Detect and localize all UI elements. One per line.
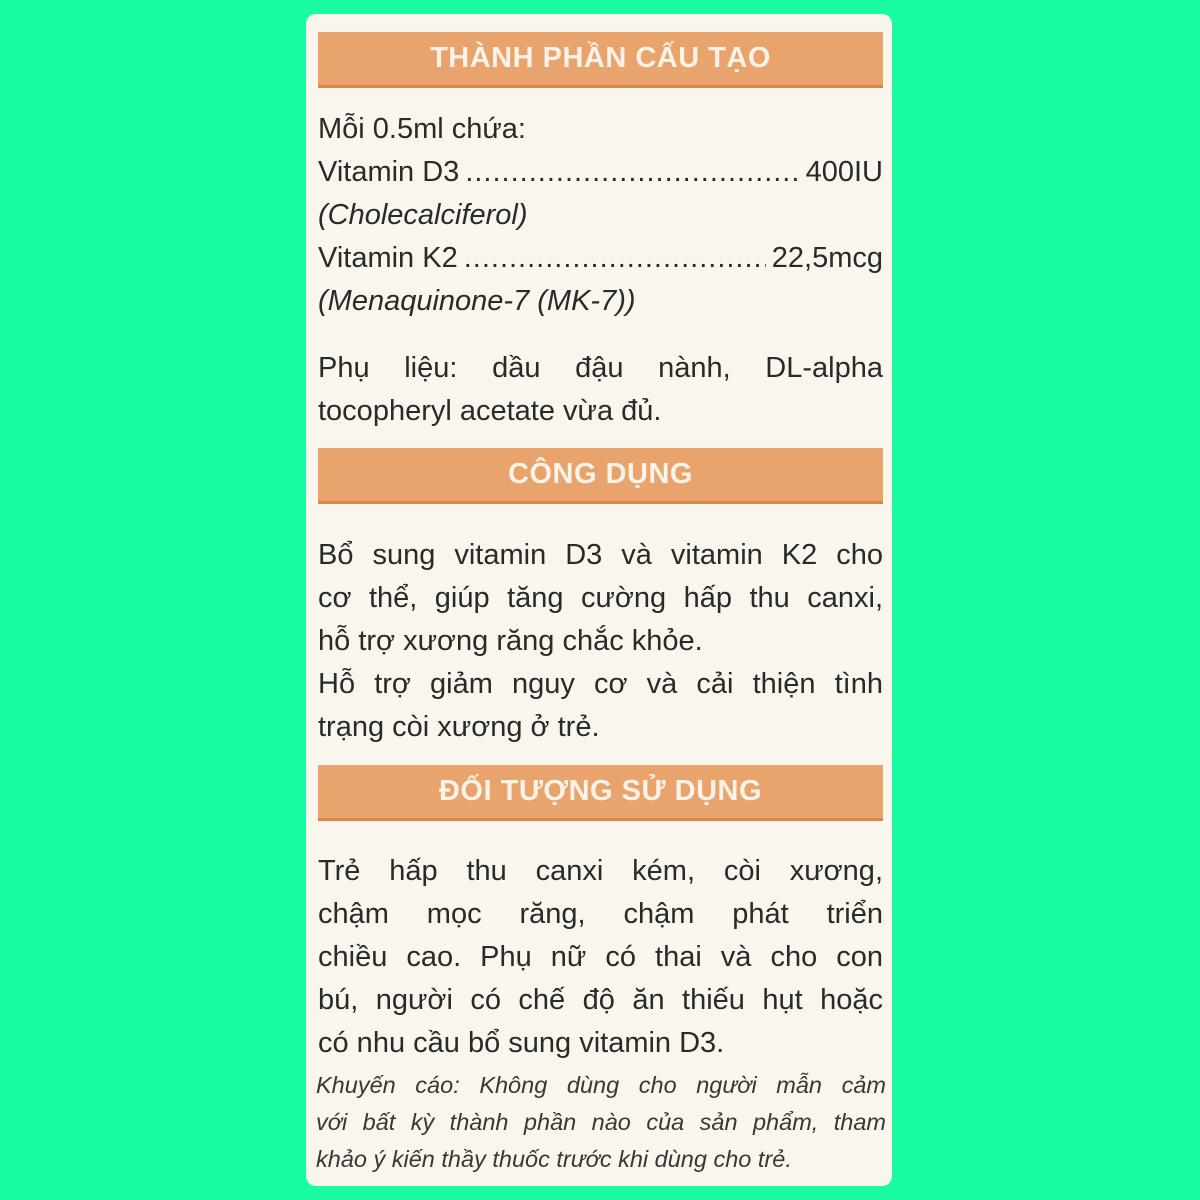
ingredient-note: (Menaquinone-7 (MK-7)): [318, 285, 636, 317]
ingredients-intro: Mỗi 0.5ml chứa:: [318, 113, 526, 145]
text-line: bú, người có chế độ ăn thiếu hụt hoặc: [318, 984, 883, 1016]
ingredient-name: Vitamin K2: [318, 242, 458, 274]
target-text: [318, 850, 883, 1065]
warning-line: Khuyến cáo: Không dùng cho người mẫn cảm: [316, 1072, 886, 1098]
warning-text: [316, 1067, 886, 1178]
section-header-target: [318, 765, 883, 821]
text-line: chiều cao. Phụ nữ có thai và cho con: [318, 941, 883, 973]
warning-line: với bất kỳ thành phần nào của sản phẩm, tham: [316, 1109, 886, 1135]
text-line: tocopheryl acetate vừa đủ.: [318, 395, 662, 427]
dot-leader: [464, 237, 766, 280]
section-title: THÀNH PHẦN CẤU TẠO: [430, 42, 771, 74]
text-line: Phụ liệu: dầu đậu nành, DL-alpha: [318, 352, 883, 384]
ingredient-row: [318, 151, 883, 194]
text-line: trạng còi xương ở trẻ.: [318, 711, 600, 743]
warning-line: khảo ý kiến thầy thuốc trước khi dùng cho trẻ.: [316, 1146, 792, 1172]
section-title: CÔNG DỤNG: [508, 458, 693, 490]
text-line: hỗ trợ xương răng chắc khỏe.: [318, 625, 703, 657]
ingredients-list: [318, 108, 883, 323]
ingredient-name: Vitamin D3: [318, 156, 460, 188]
section-title: ĐỐI TƯỢNG SỬ DỤNG: [438, 775, 763, 807]
section-header-composition: [318, 32, 883, 88]
dot-leader: [465, 151, 799, 194]
ingredient-note: (Cholecalciferol): [318, 199, 528, 231]
text-line: Trẻ hấp thu canxi kém, còi xương,: [318, 855, 883, 887]
uses-text: [318, 534, 883, 749]
ingredient-amount: 22,5mcg: [771, 242, 883, 274]
text-line: Hỗ trợ giảm nguy cơ và cải thiện tình: [318, 668, 883, 700]
excipients-text: [318, 347, 883, 433]
section-header-uses: [318, 448, 883, 504]
text-line: có nhu cầu bổ sung vitamin D3.: [318, 1027, 725, 1059]
ingredient-amount: 400IU: [805, 156, 883, 188]
ingredient-row: [318, 237, 883, 280]
product-info-panel: [306, 14, 892, 1186]
text-line: cơ thể, giúp tăng cường hấp thu canxi,: [318, 582, 883, 614]
text-line: chậm mọc răng, chậm phát triển: [318, 898, 883, 930]
text-line: Bổ sung vitamin D3 và vitamin K2 cho: [318, 539, 883, 571]
